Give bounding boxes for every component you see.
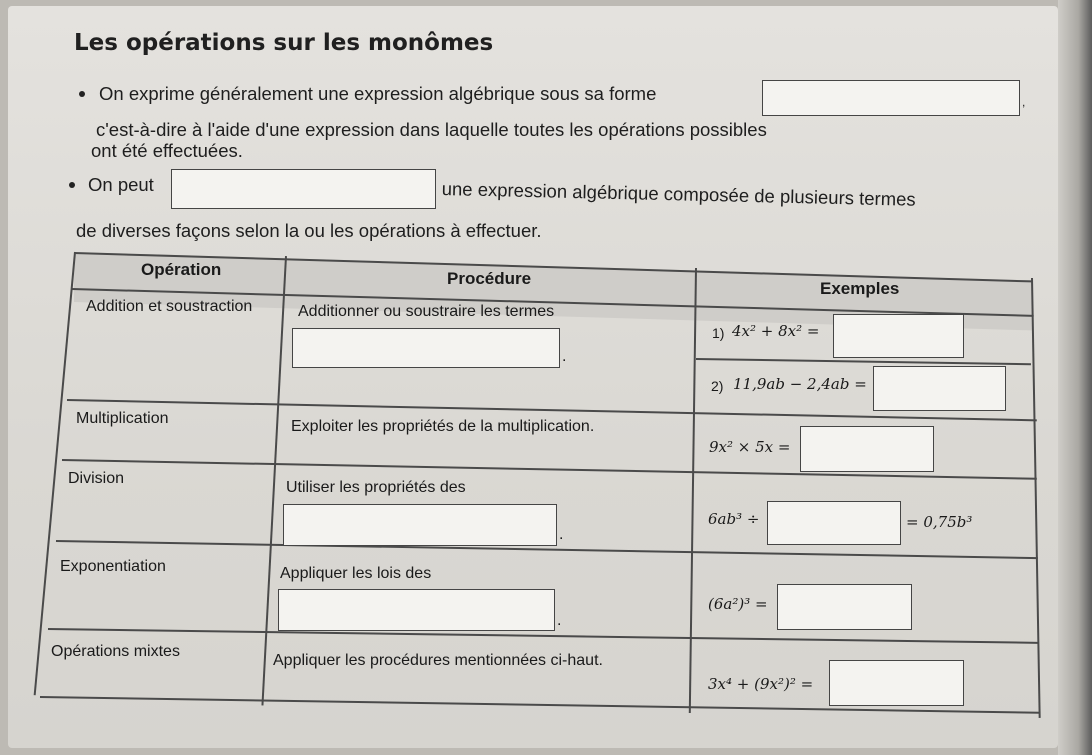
page-edge — [1058, 0, 1092, 755]
row-procedure: Exploiter les propriétés de la multiplication. — [291, 418, 595, 435]
answer-box-termes[interactable] — [292, 328, 560, 368]
bullet2-after: une expression algébrique composée de plusieurs termes — [441, 177, 916, 210]
bullet1-trail: , — [1022, 95, 1026, 109]
row-operation: Division — [68, 470, 125, 487]
answer-box-example-1[interactable] — [833, 314, 964, 358]
procedure-trail: . — [557, 612, 562, 629]
answer-box-division[interactable] — [767, 501, 901, 545]
example-expression: = 0,75b³ — [906, 513, 973, 531]
bullet1-line1: On exprime généralement une expression algébrique sous sa forme — [99, 83, 657, 104]
header-procedure: Procédure — [447, 269, 532, 288]
row-procedure: Appliquer les lois des — [280, 565, 432, 582]
answer-box-exponentiation[interactable] — [777, 584, 912, 630]
example-expression: 6ab³ ÷ — [708, 510, 760, 528]
bullet-dot — [69, 182, 75, 188]
row-operation: Multiplication — [76, 410, 169, 427]
bullet1-line3: ont été effectuées. — [91, 140, 243, 161]
example-expression: (6a²)³ = — [708, 595, 768, 613]
bullet2-line2: de diverses façons selon la ou les opérations à effectuer. — [76, 220, 542, 241]
bullet1-line2: c'est-à-dire à l'aide d'une expression dans laquelle toutes les opérations possibles — [96, 119, 767, 140]
example-expression: 3x⁴ + (9x²)² = — [708, 675, 814, 693]
row-procedure: Utiliser les propriétés des — [286, 479, 466, 496]
bullet-dot — [79, 91, 85, 97]
example-expression: 11,9ab − 2,4ab = — [733, 375, 867, 393]
header-operation: Opération — [141, 260, 222, 279]
example-number: 1) — [712, 325, 725, 341]
answer-box-mixed[interactable] — [829, 660, 964, 706]
row-procedure: Appliquer les procédures mentionnées ci-haut. — [273, 652, 603, 669]
row-operation: Exponentiation — [60, 558, 166, 575]
header-examples: Exemples — [820, 279, 900, 298]
page-title: Les opérations sur les monômes — [74, 30, 494, 56]
row-operation: Addition et soustraction — [86, 298, 253, 315]
bullet2-before: On peut — [88, 174, 154, 195]
procedure-trail: . — [559, 526, 564, 543]
row-procedure: Additionner ou soustraire les termes — [298, 303, 555, 320]
answer-box-lois[interactable] — [278, 589, 555, 631]
procedure-trail: . — [562, 348, 567, 365]
example-expression: 9x² × 5x = — [709, 438, 791, 456]
answer-box-multiplication[interactable] — [800, 426, 934, 472]
answer-box-forme[interactable] — [762, 80, 1020, 116]
answer-box-on-peut[interactable] — [171, 169, 436, 209]
example-number: 2) — [711, 378, 724, 394]
row-operation: Opérations mixtes — [51, 643, 180, 660]
example-expression: 4x² + 8x² = — [732, 322, 820, 340]
answer-box-example-2[interactable] — [873, 366, 1006, 411]
answer-box-proprietes[interactable] — [283, 504, 557, 546]
